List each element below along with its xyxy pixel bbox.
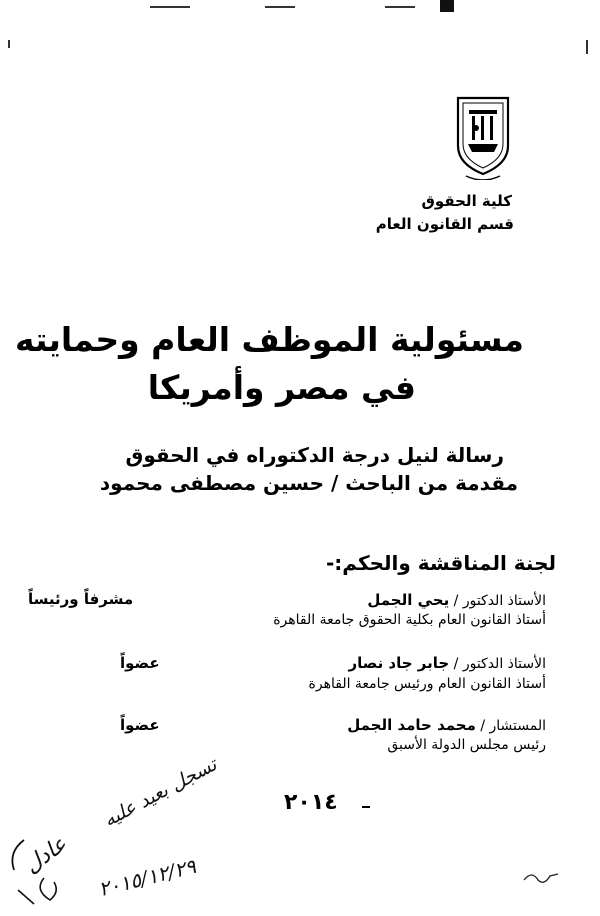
member-description: أستاذ القانون العام ورئيس جامعة القاهرة — [308, 676, 546, 692]
scan-artifact — [586, 40, 588, 54]
member-description: رئيس مجلس الدولة الأسبق — [387, 737, 546, 753]
department-name: قسم القانون العام — [375, 215, 514, 233]
member-name: جابر جاد نصار — [348, 654, 450, 672]
thesis-title-line-2: في مصر وأمريكا — [147, 368, 416, 407]
committee-member-1 — [367, 591, 546, 609]
researcher-line: مقدمة من الباحث / حسين مصطفى محمود — [99, 471, 518, 495]
year: ٢٠١٤ — [284, 790, 338, 815]
member-description: أستاذ القانون العام بكلية الحقوق جامعة القاهرة — [273, 612, 546, 628]
handwritten-signature — [4, 830, 74, 910]
committee-heading: لجنة المناقشة والحكم:- — [326, 551, 556, 575]
member-prefix: المستشار / — [480, 718, 546, 734]
thesis-title-line-1: مسئولية الموظف العام وحمايته — [14, 320, 524, 359]
scan-artifact — [440, 0, 454, 12]
member-role: عضواً — [120, 654, 160, 672]
scan-artifact — [8, 40, 10, 48]
member-name: يحي الجمل — [367, 591, 450, 609]
handwritten-initials: عادل — [20, 831, 72, 879]
scan-artifact — [150, 6, 190, 8]
committee-member-3 — [347, 716, 546, 734]
handwritten-date: ٢٠١٥/١٢/٢٩ — [96, 853, 199, 902]
faculty-name: كلية الحقوق — [421, 192, 512, 210]
handwritten-mark — [522, 866, 562, 888]
member-prefix: الأستاذ الدكتور / — [453, 593, 546, 609]
scan-artifact — [385, 6, 415, 8]
member-name: محمد حامد الجمل — [347, 716, 476, 734]
member-role: عضواً — [120, 716, 160, 734]
scan-artifact — [265, 6, 295, 8]
dash-mark — [362, 806, 370, 808]
handwritten-note: تسجل بعيد عليه — [100, 753, 221, 832]
committee-member-2 — [349, 654, 546, 672]
cairo-university-seal-icon — [452, 94, 514, 180]
member-prefix: الأستاذ الدكتور / — [453, 656, 546, 672]
thesis-degree-line: رسالة لنيل درجة الدكتوراه في الحقوق — [125, 443, 504, 467]
member-role: مشرفاً ورئيساً — [28, 590, 134, 608]
